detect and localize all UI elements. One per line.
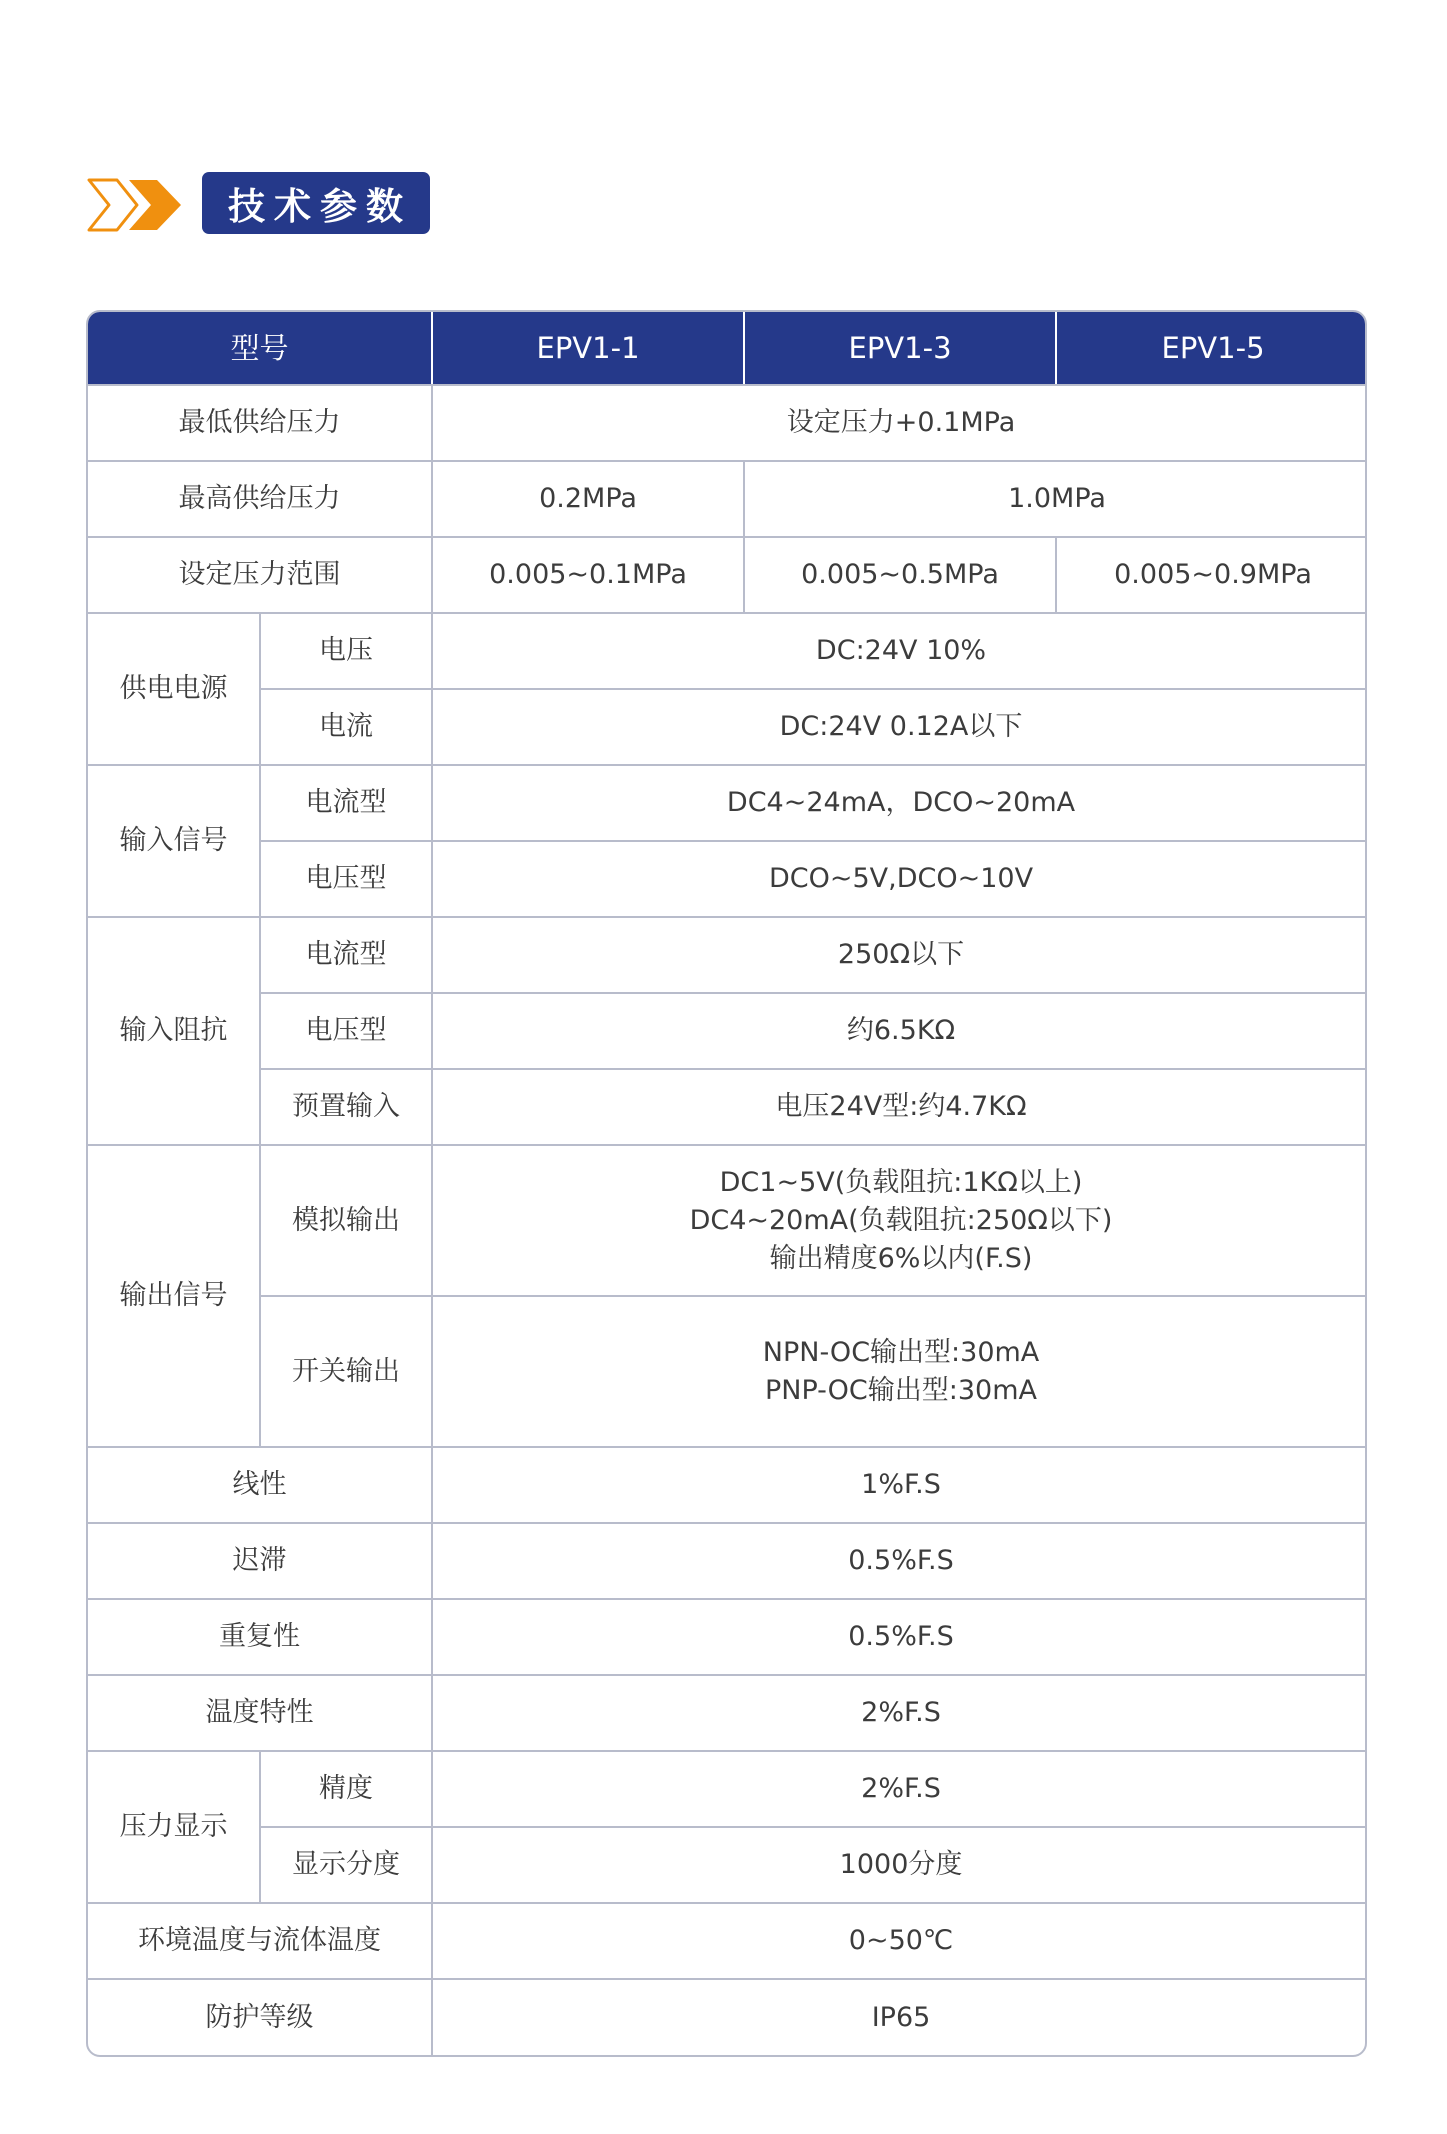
table-row <box>88 537 1367 613</box>
row-label: 环境温度与流体温度 <box>88 1903 432 1979</box>
table-row <box>88 765 1367 841</box>
table-row <box>88 1979 1367 2055</box>
row-value-multiline <box>432 1296 1367 1447</box>
row-value: 2%F.S <box>432 1751 1367 1827</box>
row-value-multiline <box>432 1145 1367 1296</box>
row-value: IP65 <box>432 1979 1367 2055</box>
table-row <box>88 1447 1367 1523</box>
double-chevron-icon <box>85 176 185 234</box>
table-row <box>88 1751 1367 1827</box>
table-row <box>88 461 1367 537</box>
row-value: 250Ω以下 <box>432 917 1367 993</box>
row-label: 最低供给压力 <box>88 385 432 461</box>
row-value: 2%F.S <box>432 1675 1367 1751</box>
table-row <box>88 917 1367 993</box>
value-line: DC1~5V(负载阻抗:1KΩ以上) <box>719 1166 1083 1198</box>
table-row <box>88 841 1367 917</box>
group-label: 输入信号 <box>88 765 260 917</box>
row-label: 温度特性 <box>88 1675 432 1751</box>
row-value: 1.0MPa <box>744 461 1367 537</box>
section-title: 技术参数 <box>202 172 430 234</box>
table-row <box>88 993 1367 1069</box>
table-row <box>88 689 1367 765</box>
row-value: DC:24V 0.12A以下 <box>432 689 1367 765</box>
sub-label: 精度 <box>260 1751 432 1827</box>
row-value: DCO~5V,DCO~10V <box>432 841 1367 917</box>
row-value: DC:24V 10% <box>432 613 1367 689</box>
group-label: 输出信号 <box>88 1145 260 1447</box>
group-label: 供电电源 <box>88 613 260 765</box>
value-line: NPN-OC输出型:30mA <box>762 1336 1040 1368</box>
row-label: 设定压力范围 <box>88 537 432 613</box>
table-row <box>88 1827 1367 1903</box>
group-label: 压力显示 <box>88 1751 260 1903</box>
table-header-row <box>88 312 1367 385</box>
header-model-epv1-3: EPV1-3 <box>744 312 1056 385</box>
row-value: 0.005~0.9MPa <box>1056 537 1367 613</box>
row-value: 电压24V型:约4.7KΩ <box>432 1069 1367 1145</box>
row-value: 0.005~0.1MPa <box>432 537 744 613</box>
value-line: DC4~20mA(负载阻抗:250Ω以下) <box>689 1204 1113 1236</box>
row-value: 0.005~0.5MPa <box>744 537 1056 613</box>
table-row <box>88 1523 1367 1599</box>
row-label: 重复性 <box>88 1599 432 1675</box>
row-value: DC4~24mA，DCO~20mA <box>432 765 1367 841</box>
table-row <box>88 385 1367 461</box>
header-model-label: 型号 <box>88 312 432 385</box>
sub-label: 电流 <box>260 689 432 765</box>
group-label: 输入阻抗 <box>88 917 260 1145</box>
table-row <box>88 1903 1367 1979</box>
row-label: 最高供给压力 <box>88 461 432 537</box>
sub-label: 开关输出 <box>260 1296 432 1447</box>
row-value: 0~50℃ <box>432 1903 1367 1979</box>
sub-label: 电压型 <box>260 993 432 1069</box>
sub-label: 电流型 <box>260 765 432 841</box>
value-line: PNP-OC输出型:30mA <box>765 1374 1038 1406</box>
sub-label: 预置输入 <box>260 1069 432 1145</box>
table-row <box>88 1145 1367 1296</box>
row-label: 迟滞 <box>88 1523 432 1599</box>
header-model-epv1-5: EPV1-5 <box>1056 312 1367 385</box>
row-value: 0.5%F.S <box>432 1599 1367 1675</box>
spec-table <box>86 310 1367 2057</box>
sub-label: 模拟输出 <box>260 1145 432 1296</box>
row-value: 0.2MPa <box>432 461 744 537</box>
row-value: 约6.5KΩ <box>432 993 1367 1069</box>
sub-label: 电流型 <box>260 917 432 993</box>
row-value: 设定压力+0.1MPa <box>432 385 1367 461</box>
row-value: 1%F.S <box>432 1447 1367 1523</box>
table-row <box>88 1296 1367 1447</box>
row-label: 线性 <box>88 1447 432 1523</box>
sub-label: 电压型 <box>260 841 432 917</box>
table-row <box>88 1675 1367 1751</box>
row-value: 1000分度 <box>432 1827 1367 1903</box>
value-line: 输出精度6%以内(F.S) <box>769 1242 1033 1274</box>
table-row <box>88 613 1367 689</box>
table-row <box>88 1069 1367 1145</box>
row-value: 0.5%F.S <box>432 1523 1367 1599</box>
row-label: 防护等级 <box>88 1979 432 2055</box>
sub-label: 电压 <box>260 613 432 689</box>
header-model-epv1-1: EPV1-1 <box>432 312 744 385</box>
table-row <box>88 1599 1367 1675</box>
sub-label: 显示分度 <box>260 1827 432 1903</box>
